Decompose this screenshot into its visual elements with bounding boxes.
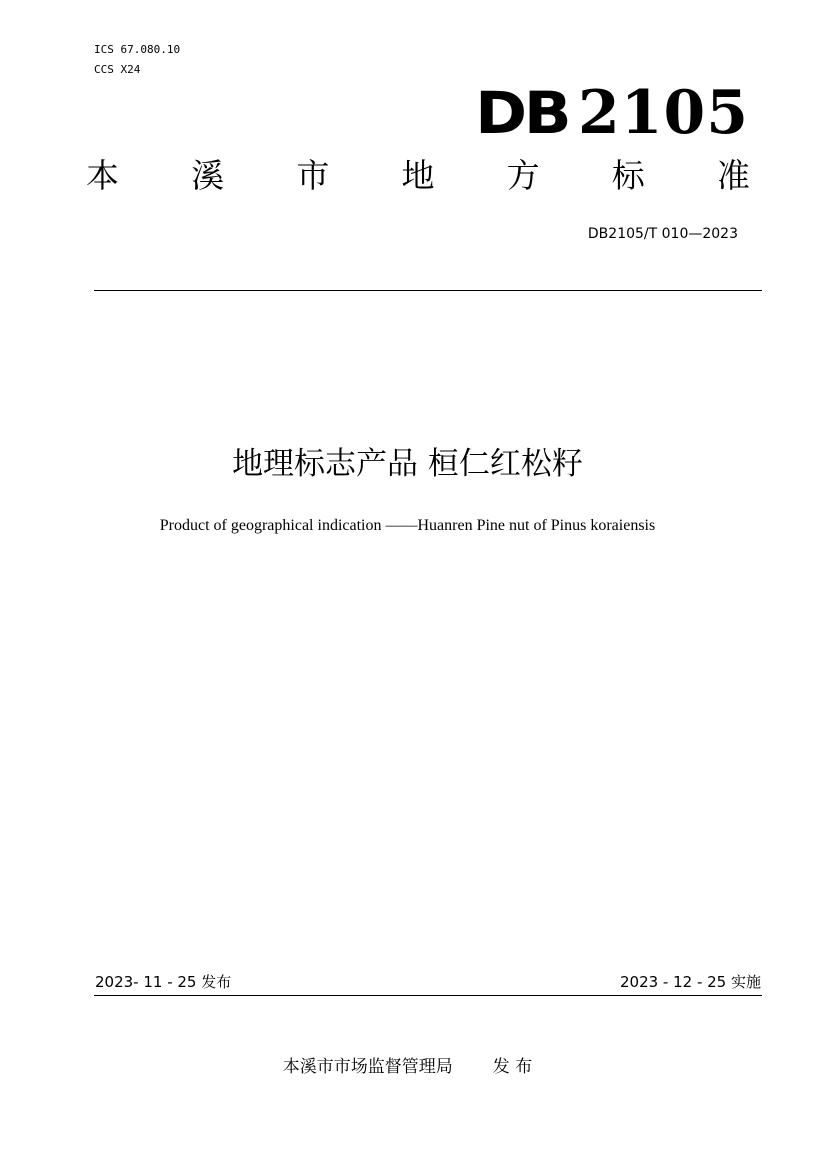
- standard-type-char: 本: [86, 156, 119, 195]
- standard-type-char: 地: [401, 156, 435, 195]
- standard-number: DB2105/T 010—2023: [587, 226, 738, 242]
- publish-action: 发 布: [492, 1057, 533, 1077]
- standard-type-char: 准: [716, 156, 750, 195]
- document-title-chinese: 地理标志产品 桓仁红松籽: [232, 446, 583, 482]
- issue-date: 2023- 11 - 25 发布: [95, 973, 232, 991]
- document-title-english: Product of geographical indication ——Huanren Pine nut of Pinus koraiensis: [159, 517, 656, 534]
- standard-type-title: [86, 156, 750, 196]
- standard-type-char: 标: [611, 156, 645, 195]
- date-row: [95, 972, 761, 992]
- logo-db-mark: DB: [474, 79, 568, 147]
- standard-type-char: 溪: [191, 156, 225, 195]
- standard-type-char: 市: [296, 156, 330, 195]
- logo-region-code: 2105: [578, 78, 749, 148]
- db-standard-logo: [474, 78, 749, 148]
- footer-divider: [94, 995, 762, 996]
- publisher-line: [0, 1055, 815, 1079]
- standard-type-char: 方: [506, 156, 540, 195]
- ccs-code: CCS X24: [94, 63, 141, 76]
- implementation-date: 2023 - 12 - 25 实施: [619, 973, 761, 991]
- publisher-org: 本溪市市场监督管理局: [282, 1057, 453, 1077]
- ics-code: ICS 67.080.10: [94, 43, 181, 56]
- header-divider: [94, 290, 762, 291]
